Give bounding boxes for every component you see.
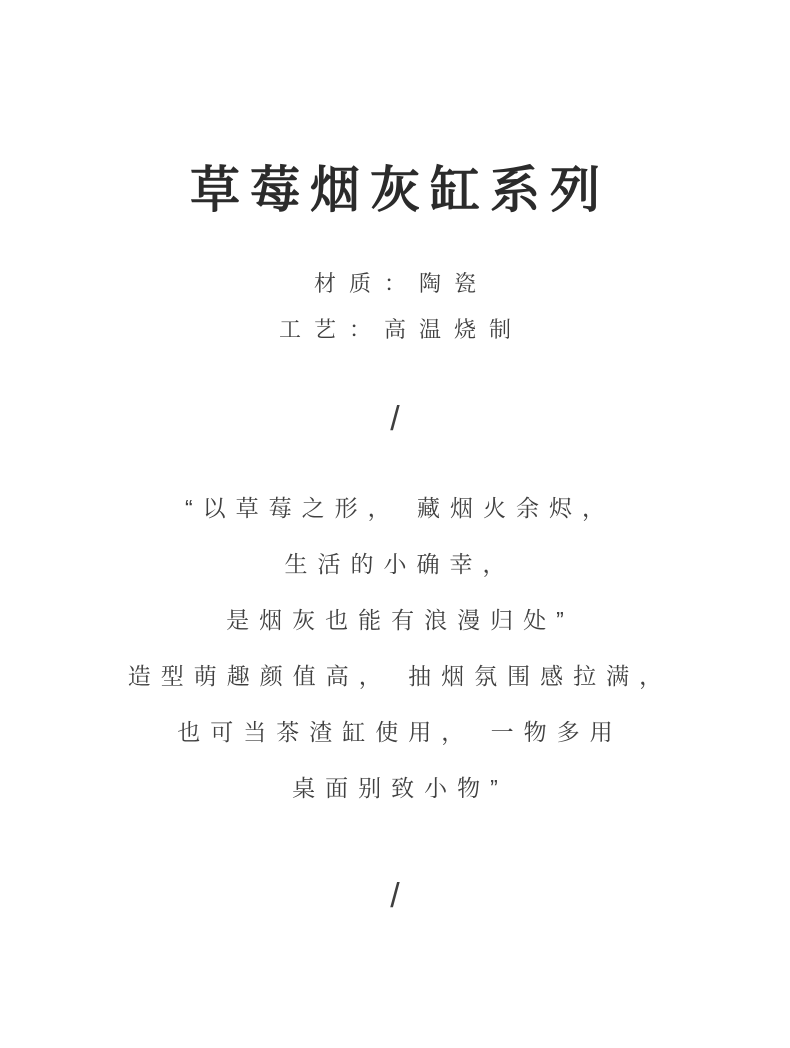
- slash-divider-bottom: /: [390, 877, 400, 915]
- spec-craft: 工艺：高温烧制: [278, 317, 524, 342]
- quote-line: 桌面别致小物”: [292, 775, 508, 801]
- quote-line: 是烟灰也能有浪漫归处”: [226, 607, 574, 633]
- quote-line: 造型萌趣颜值高， 抽烟氛围感拉满，: [127, 663, 673, 689]
- page-title: 草莓烟灰缸系列: [190, 160, 610, 219]
- spec-list: [0, 261, 790, 353]
- spec-material: 材质：陶瓷: [313, 271, 489, 296]
- quote-line: 也可当茶渣缸使用， 一物多用: [177, 719, 623, 745]
- slash-divider-top: /: [390, 400, 400, 438]
- quote-line: 生活的小确幸，: [284, 551, 516, 577]
- quote-line: “以草莓之形， 藏烟火余烬，: [184, 495, 616, 521]
- quote-block: [0, 480, 790, 816]
